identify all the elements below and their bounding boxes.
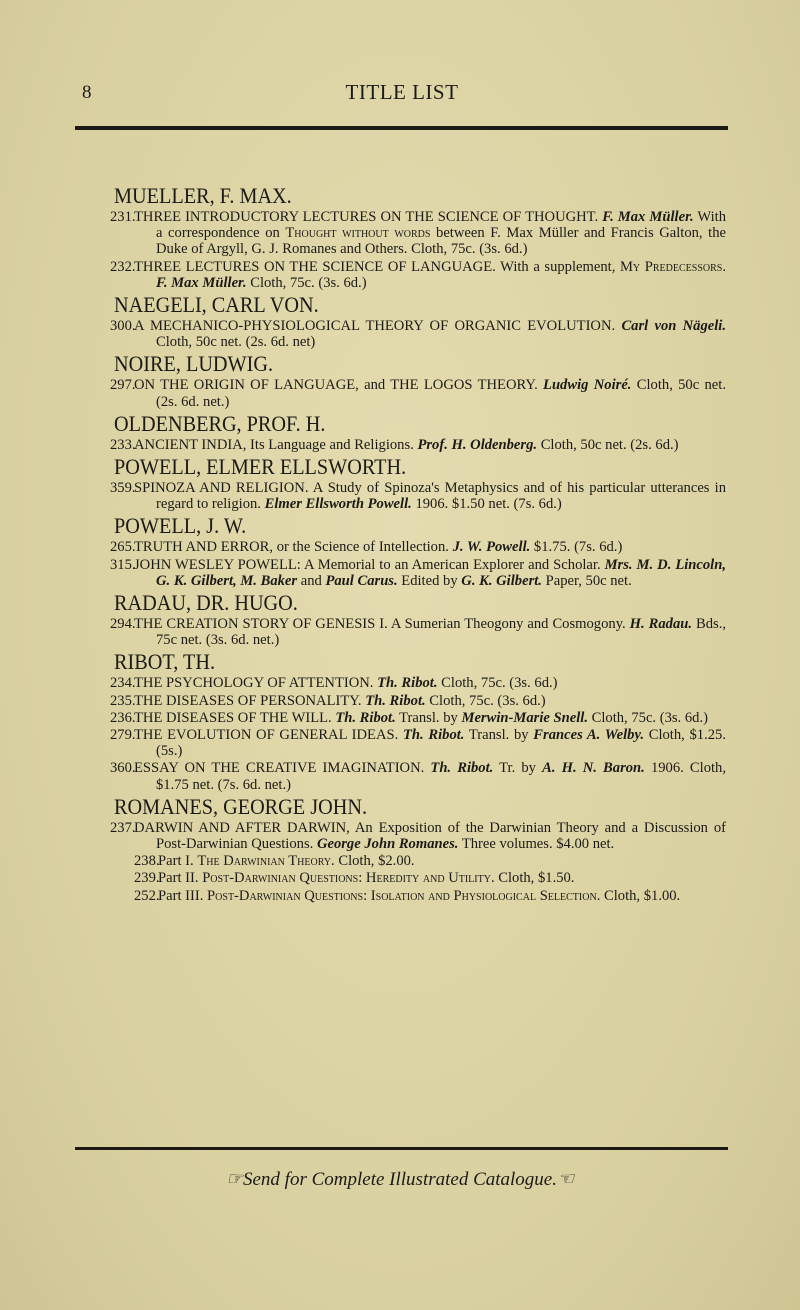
entry-segment: Paper, 50c net. — [541, 572, 632, 589]
entry-number: 297. — [110, 377, 136, 394]
running-header — [76, 78, 728, 104]
entry-segment: Cloth, 75c. (3s. 6d.) — [246, 274, 367, 291]
title-list — [110, 182, 726, 905]
entry-subtitle: Post-Darwinian Questions: Isolation and Physiological Selection. — [207, 887, 601, 904]
book-entry — [110, 727, 726, 759]
book-entry — [110, 259, 726, 291]
entry-segment: ON THE ORIGIN OF LANGUAGE, and THE LOGOS THEORY. — [134, 377, 544, 394]
entry-author: Th. Ribot. — [365, 692, 426, 709]
entry-segment: $1.75. (7s. 6d.) — [530, 539, 623, 556]
author-heading: MUELLER, F. MAX. — [114, 183, 292, 208]
author-heading: OLDENBERG, PROF. H. — [114, 410, 326, 436]
entry-author: F. Max Müller. — [156, 274, 247, 291]
catalogue-notice: ☞Send for Complete Illustrated Catalogue.☜ — [225, 1169, 575, 1190]
author-heading: NAEGELI, CARL VON. — [114, 292, 319, 318]
entry-segment: Part I. — [158, 853, 198, 870]
entry-author: A. H. N. Baron. — [542, 760, 645, 777]
entry-number: 360. — [110, 760, 136, 777]
book-entry — [110, 539, 726, 555]
entry-author: J. W. Powell. — [452, 539, 531, 556]
book-entry — [110, 377, 726, 409]
entry-number: 235. — [110, 692, 136, 709]
entry-subtitle: Thought without words — [285, 225, 431, 242]
book-entry — [110, 820, 726, 852]
entry-number: 237. — [110, 819, 136, 836]
entry-segment: Part II. — [158, 870, 203, 887]
entry-author: Carl von Nägeli. — [621, 318, 726, 335]
entry-segment: Bds., 75c net. (3s. 6d. net.) — [156, 616, 726, 649]
entry-text — [134, 437, 726, 453]
entry-segment: and — [297, 572, 326, 589]
entry-segment: JOHN WESLEY POWELL: A Memorial to an American Explorer and Scholar. — [134, 556, 605, 573]
entry-segment: DARWIN AND AFTER DARWIN, An Exposition of the Darwinian Theory and a Discussion of Post-Darwinian Questions. — [134, 819, 726, 853]
entry-segment: 1906. $1.50 net. (7s. 6d.) — [411, 496, 562, 513]
entry-author: Th. Ribot. — [402, 727, 465, 744]
author-heading: ROMANES, GEORGE JOHN. — [114, 793, 368, 819]
entry-author: Th. Ribot. — [377, 675, 438, 692]
entry-author: George John Romanes. — [316, 836, 459, 853]
entry-segment: Edited by — [397, 572, 462, 589]
book-entry — [110, 760, 726, 792]
entry-segment: THREE INTRODUCTORY LECTURES ON THE SCIENCE OF THOUGHT. — [134, 209, 603, 225]
entry-author: Ludwig Noiré. — [543, 377, 632, 394]
author-heading: POWELL, J. W. — [114, 513, 247, 539]
entry-number: 236. — [110, 709, 136, 726]
book-entry — [134, 888, 726, 904]
entry-segment: ANCIENT INDIA, Its Language and Religions. — [134, 436, 418, 453]
book-entry — [110, 710, 726, 726]
author-heading: POWELL, ELMER ELLSWORTH. — [114, 454, 407, 480]
entry-number: 359. — [110, 480, 136, 497]
entry-segment: Part III. — [158, 887, 208, 904]
author-heading: RADAU, DR. HUGO. — [114, 590, 298, 616]
entry-segment: THE CREATION STORY OF GENESIS I. A Sumerian Theogony and Cosmogony. — [134, 616, 630, 633]
book-entry — [110, 318, 726, 350]
page-number: 8 — [82, 82, 92, 103]
entry-text — [134, 318, 726, 350]
entry-author: G. K. Gilbert. — [461, 572, 542, 589]
entry-number: 279. — [110, 727, 136, 744]
entry-number: 234. — [110, 675, 136, 692]
entry-number: 239. — [134, 870, 160, 887]
header-rule — [75, 126, 728, 130]
entry-segment: Cloth, $2.00. — [334, 853, 415, 870]
entry-text — [134, 760, 726, 792]
entry-author: Th. Ribot. — [430, 760, 494, 777]
entry-segment: Cloth, $1.00. — [600, 887, 681, 904]
entry-author: H. Radau. — [629, 616, 693, 633]
entry-segment: SPINOZA AND RELIGION. A Study of Spinoza's Metaphysics and of his particular utterances in regard to religion. — [134, 480, 726, 513]
entry-segment: THE EVOLUTION OF GENERAL IDEAS. — [134, 727, 403, 744]
entry-segment: Tr. by — [493, 760, 543, 777]
entry-author: Merwin-Marie Snell. — [461, 709, 588, 726]
entry-segment: THE DISEASES OF PERSONALITY. — [134, 692, 366, 709]
book-entry — [134, 853, 726, 869]
entry-segment: Cloth, 50c net. (2s. 6d. net.) — [156, 377, 726, 410]
entry-segment: . — [722, 258, 726, 275]
entry-segment: Three volumes. $4.00 net. — [458, 836, 615, 853]
book-entry — [110, 557, 726, 589]
entry-segment: Cloth, $1.50. — [494, 870, 575, 887]
author-heading: RIBOT, TH. — [114, 649, 216, 675]
book-entry — [110, 675, 726, 691]
entry-text — [134, 727, 726, 759]
entry-text — [134, 820, 726, 852]
entry-number: 231. — [110, 209, 136, 225]
book-entry — [110, 209, 726, 258]
entry-segment: A MECHANICO-PHYSIOLOGICAL THEORY OF ORGANIC EVOLUTION. — [134, 318, 622, 335]
entry-number: 315. — [110, 556, 136, 573]
entry-text — [134, 693, 726, 709]
page-title: TITLE LIST — [345, 80, 459, 104]
entry-text — [134, 557, 726, 589]
entry-segment: Cloth, 75c. (3s. 6d.) — [425, 692, 546, 709]
entry-subtitle: My Predecessors — [619, 258, 723, 275]
entry-text — [158, 870, 726, 886]
book-entry — [110, 616, 726, 648]
footer-rule — [75, 1147, 728, 1150]
book-entry — [110, 693, 726, 709]
entry-number: 294. — [110, 616, 136, 633]
entry-segment: Cloth, 75c. (3s. 6d.) — [587, 709, 708, 726]
entry-author: Frances A. Welby. — [533, 727, 645, 744]
book-entry — [110, 480, 726, 512]
entry-segment: THE DISEASES OF THE WILL. — [134, 709, 336, 726]
entry-author: Prof. H. Oldenberg. — [417, 436, 538, 453]
entry-segment: Cloth, 50c net. (2s. 6d. net) — [156, 334, 316, 351]
entry-segment: With a correspondence on — [156, 209, 726, 242]
entry-segment: Cloth, $1.25. (5s.) — [156, 727, 726, 760]
entry-author: F. Max Müller. — [602, 209, 694, 225]
entry-segment: TRUTH AND ERROR, or the Science of Intellection. — [134, 539, 453, 556]
entry-number: 300. — [110, 318, 136, 335]
entry-text — [134, 539, 726, 555]
entry-number: 238. — [134, 853, 160, 870]
book-entry — [110, 437, 726, 453]
entry-text — [134, 377, 726, 409]
entry-text — [134, 209, 726, 258]
entry-segment: Cloth, 50c net. (2s. 6d.) — [537, 436, 679, 453]
entry-author: Mrs. M. D. Lincoln, G. K. Gilbert, M. Baker — [156, 556, 726, 589]
entry-subtitle: The Darwinian Theory. — [197, 853, 335, 870]
entry-text — [134, 710, 726, 726]
entry-segment: THREE LECTURES ON THE SCIENCE OF LANGUAGE. With a supplement, — [134, 258, 620, 275]
book-entry — [134, 870, 726, 886]
entry-segment: THE PSYCHOLOGY OF ATTENTION. — [134, 675, 378, 692]
entry-segment: Transl. by — [464, 727, 534, 744]
entry-number: 252. — [134, 887, 160, 904]
entry-segment: Cloth, 75c. (3s. 6d.) — [437, 675, 558, 692]
entry-author: Th. Ribot. — [335, 709, 396, 726]
entry-text — [134, 259, 726, 291]
entry-segment: between F. Max Müller and Francis Galton, the Duke of Argyll, G. J. Romanes and Others. Cloth, 75c. (3s. 6d.) — [156, 225, 726, 258]
entry-segment: Transl. by — [395, 709, 462, 726]
entry-subtitle: Post-Darwinian Questions: Heredity and Utility. — [202, 870, 495, 887]
entry-number: 265. — [110, 539, 136, 556]
entry-text — [134, 675, 726, 691]
entry-number: 233. — [110, 436, 136, 453]
entry-text — [158, 888, 726, 904]
author-heading: NOIRE, LUDWIG. — [114, 351, 274, 377]
entry-segment: 1906. Cloth, $1.75 net. (7s. 6d. net.) — [156, 760, 726, 793]
entry-segment: ESSAY ON THE CREATIVE IMAGINATION. — [134, 760, 431, 777]
entry-author: Paul Carus. — [325, 572, 398, 589]
entry-text — [134, 616, 726, 648]
entry-text — [134, 480, 726, 512]
entry-author: Elmer Ellsworth Powell. — [264, 496, 412, 513]
entry-number: 232. — [110, 258, 136, 275]
entry-text — [158, 853, 726, 869]
